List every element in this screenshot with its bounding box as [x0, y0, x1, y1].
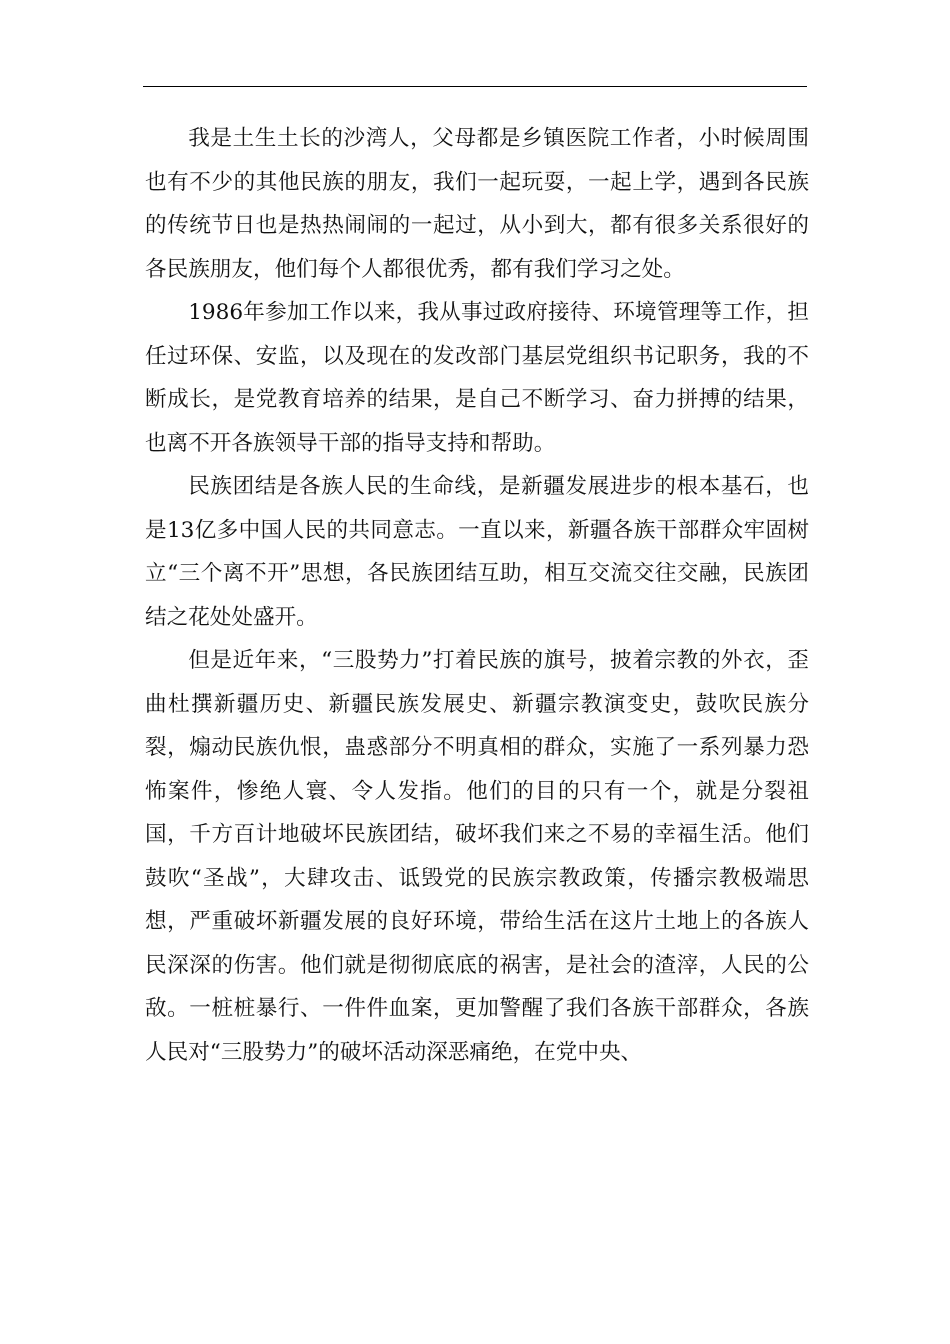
paragraph-4: 但是近年来，“三股势力”打着民族的旗号，披着宗教的外衣，歪曲杜撰新疆历史、新疆民族发展史、新疆宗教演变史，鼓吹民族分裂，煽动民族仇恨，蛊惑部分不明真相的群众，实施了一系列暴力恐怖案件，惨绝人寰、令人发指。他们的目的只有一个，就是分裂祖国，千方百计地破坏民族团结，破坏我们来之不易的幸福生活。他们鼓吹“圣战”，大肆攻击、诋毁党的民族宗教政策，传播宗教极端思想，严重破坏新疆发展的良好环境，带给生活在这片土地上的各族人民深深的伤害。他们就是彻彻底底的祸害，是社会的渣滓，人民的公敌。一桩桩暴行、一件件血案，更加警醒了我们各族干部群众，各族人民对“三股势力”的破坏活动深恶痛绝，在党中央、: [145, 648, 809, 1065]
paragraph-1: 我是土生土长的沙湾人，父母都是乡镇医院工作者，小时候周围也有不少的其他民族的朋友，我们一起玩耍，一起上学，遇到各民族的传统节日也是热热闹闹的一起过，从小到大，都有很多关系很好的各民族朋友，他们每个人都很优秀，都有我们学习之处。: [145, 126, 809, 282]
header-rule: [143, 86, 807, 87]
paragraph-3: 民族团结是各族人民的生命线，是新疆发展进步的根本基石，也是13亿多中国人民的共同意志。一直以来，新疆各族干部群众牢固树立“三个离不开”思想，各民族团结互助，相互交流交往交融，民族团结之花处处盛开。: [145, 474, 809, 630]
document-body: [145, 117, 809, 1074]
paragraph-2: 1986年参加工作以来，我从事过政府接待、环境管理等工作，担任过环保、安监，以及现在的发改部门基层党组织书记职务，我的不断成长，是党教育培养的结果，是自己不断学习、奋力拼搏的结果，也离不开各族领导干部的指导支持和帮助。: [145, 300, 809, 456]
